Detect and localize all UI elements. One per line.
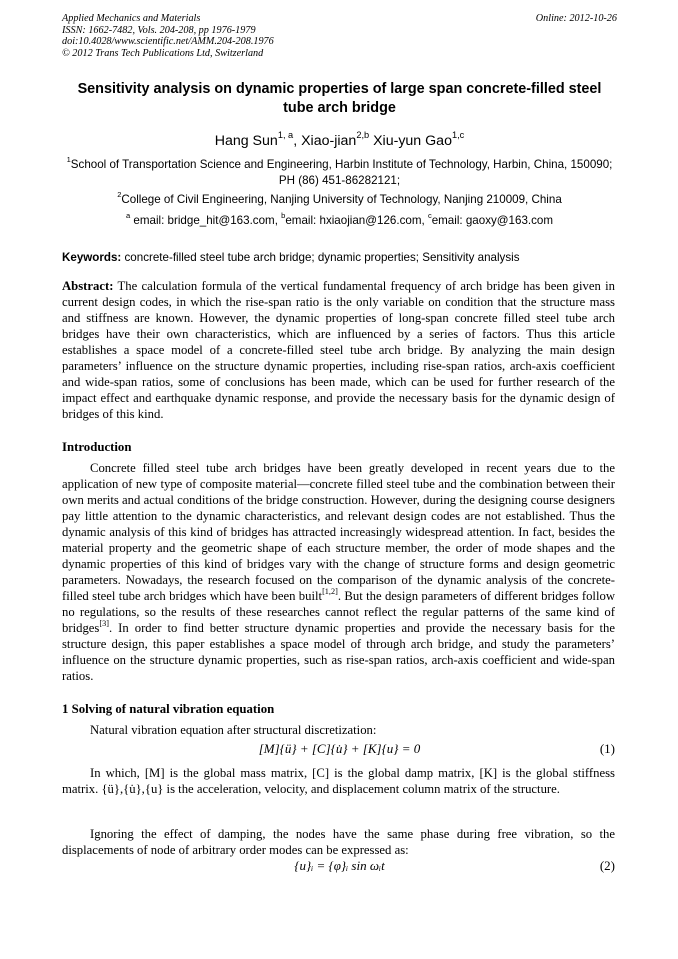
section1-paragraph-1: Natural vibration equation after structural discretization: — [90, 723, 377, 737]
author-sup: 1,c — [451, 130, 465, 141]
equation-1-number: (1) — [599, 741, 615, 756]
author-name: Xiao-jian — [301, 133, 357, 149]
keywords — [62, 250, 617, 265]
section1-paragraph-3: Ignoring the effect of damping, the nodes have the same phase during free vibration, so the displacements of node of arbitrary order modes can be expressed as: — [62, 827, 615, 857]
author-name: Hang Sun — [214, 133, 278, 149]
email-c: email: gaoxy@163.com — [431, 214, 554, 227]
equation-2-expression: {u}ᵢ = {φ}ᵢ sin ωᵢt — [294, 858, 385, 873]
journal-name: Applied Mechanics and Materials — [62, 13, 201, 24]
affiliation-text: School of Transportation Science and Engineering, Harbin Institute of Technology, Harbin, China, 150090; PH (86) 451-86282121; — [70, 158, 613, 187]
affiliation-2 — [62, 192, 617, 208]
copyright-line: © 2012 Trans Tech Publications Ltd, Switzerland — [62, 47, 264, 59]
paper-title: Sensitivity analysis on dynamic properties of large span concrete-filled steel tube arch bridge — [77, 81, 602, 116]
intro-text: Concrete filled steel tube arch bridges have been greatly developed in recent years due to the application of new type of composite material—concrete filled steel tube and the combination between their own merits and actual conditions of the bridge construction. However, during the designing course designers pay little attention to the dynamic characteristics, and relevant design codes are not established. Thus the dynamic analysis of this kind of bridges has attracted increasingly widespread attention. In fact, besides the material property and the geometric shape of each structure member, the order of mode shapes and the dynamic properties of this kind of bridges vary with the change of structure forms and design geometric parameters. Nowadays, the research focused on the comparison of the dynamic analysis of the concrete-filled steel tube arch bridges which have been built — [62, 461, 615, 603]
intro-text: . But the design parameters of different bridges follow no regulations, so the results of these researches cannot reflect the regular patterns of the same kind of bridges — [62, 589, 615, 635]
introduction-heading: Introduction — [62, 440, 132, 454]
author-name: Xiu-yun Gao — [373, 133, 452, 149]
author-sup: 1, a — [277, 130, 294, 141]
email-sup: b — [281, 211, 286, 221]
email-sup: c — [427, 211, 432, 221]
section1-paragraph-2: In which, [M] is the global mass matrix, [C] is the global damp matrix, [K] is the global stiffness matrix. {ü},{u̇},{u} is the acceleration, velocity, and displacement column matrix of the structure. — [62, 766, 615, 796]
keywords-label: Keywords: — [62, 251, 122, 264]
journal-header — [62, 13, 617, 59]
author-sup: 2,b — [356, 130, 370, 141]
equation-2 — [62, 858, 617, 878]
email-line — [62, 213, 617, 229]
section1-heading: 1 Solving of natural vibration equation — [62, 702, 275, 716]
author-list: Hang Sun$^{1, a}$, Xiao-jian$^{2,b}$ Xiu-yun Gao$^{1,c}$ — [214, 130, 465, 149]
abstract — [62, 278, 615, 422]
intro-text: . In order to find better structure dynamic properties and provide the necessary basis for the structure design, this paper establishes a space model of through arch bridge, and study the parameters’ influence on the structure dynamic properties, such as rise-span ratios, arch-axis coefficient and wide-span ratios. — [62, 621, 615, 683]
affiliation-sup: 1 — [66, 155, 71, 165]
abstract-label: Abstract: — [62, 279, 114, 293]
email-a: email: bridge_hit@163.com, — [130, 214, 282, 227]
keywords-text: concrete-filled steel tube arch bridge; dynamic properties; Sensitivity analysis — [121, 251, 520, 264]
equation-2-number: (2) — [599, 858, 615, 873]
doi-line: doi:10.4028/www.scientific.net/AMM.204-208.1976 — [62, 36, 274, 48]
affiliation-1 — [62, 157, 617, 189]
introduction-paragraph — [62, 460, 615, 684]
equation-1-expression: [M]{ü} + [C]{u̇} + [K]{u} = 0 — [258, 741, 421, 756]
affiliation-text: College of Civil Engineering, Nanjing University of Technology, Nanjing 210009, China — [121, 193, 562, 206]
affiliation-sup: 2 — [117, 190, 122, 200]
citation: [3] — [99, 618, 109, 628]
email-sup: a — [125, 211, 131, 221]
citation: [1,2] — [322, 586, 338, 596]
online-date: Online: 2012-10-26 — [535, 13, 617, 24]
equation-1 — [62, 741, 617, 761]
issn-line: ISSN: 1662-7482, Vols. 204-208, pp 1976-1979 — [62, 24, 256, 36]
email-b: email: hxiaojian@126.com, — [285, 214, 428, 227]
abstract-text: The calculation formula of the vertical fundamental frequency of arch bridge has been given in current design codes, in which the rise-span ratio is the only variable on condition that the structure mass and stiffness are known. However, the dynamic properties of long-span concrete filled steel tube arch bridges have their own characteristics, which are influenced by a series of factors. Thus this article establishes a space model of a concrete-filled steel tube arch bridge. By analyzing the main design parameters’ influence on the structure dynamic properties, including rise-span ratios, arch-axis coefficient and wide-span ratios, some of conclusions has been made, which can be used for further research of the impact effect and earthquake dynamic response, and provide the necessary basis for the dynamic design of bridges of this kind. — [62, 279, 615, 421]
